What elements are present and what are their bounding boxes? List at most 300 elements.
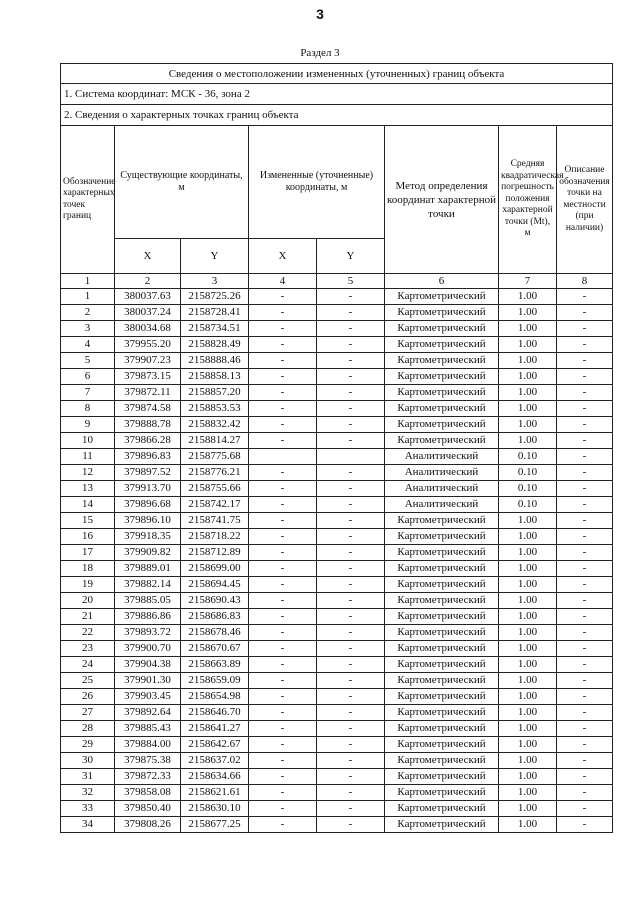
method-cell: Картометрический bbox=[385, 801, 499, 817]
error-cell: 1.00 bbox=[499, 785, 557, 801]
changed-y-cell: - bbox=[317, 417, 385, 433]
existing-x-cell: 379858.08 bbox=[115, 785, 181, 801]
changed-x-cell: - bbox=[249, 817, 317, 833]
existing-x-cell: 379904.38 bbox=[115, 657, 181, 673]
changed-x-cell: - bbox=[249, 497, 317, 513]
column-number: 8 bbox=[557, 274, 613, 289]
changed-x-cell: - bbox=[249, 529, 317, 545]
changed-x-cell: - bbox=[249, 513, 317, 529]
existing-y-cell: 2158630.10 bbox=[181, 801, 249, 817]
changed-x-cell: - bbox=[249, 401, 317, 417]
method-cell: Картометрический bbox=[385, 321, 499, 337]
error-cell: 1.00 bbox=[499, 529, 557, 545]
method-cell: Картометрический bbox=[385, 657, 499, 673]
description-cell: - bbox=[557, 289, 613, 305]
description-cell: - bbox=[557, 513, 613, 529]
existing-y-cell: 2158690.43 bbox=[181, 593, 249, 609]
method-cell: Картометрический bbox=[385, 305, 499, 321]
table-row bbox=[61, 369, 613, 385]
header-existing-coordinates: Существующие координаты, м bbox=[115, 126, 249, 239]
column-number: 4 bbox=[249, 274, 317, 289]
existing-y-cell: 2158621.61 bbox=[181, 785, 249, 801]
existing-y-cell: 2158814.27 bbox=[181, 433, 249, 449]
method-cell: Картометрический bbox=[385, 641, 499, 657]
existing-x-cell: 379808.26 bbox=[115, 817, 181, 833]
method-cell: Картометрический bbox=[385, 417, 499, 433]
table-row bbox=[61, 353, 613, 369]
changed-x-cell: - bbox=[249, 737, 317, 753]
changed-y-cell: - bbox=[317, 641, 385, 657]
table-row bbox=[61, 785, 613, 801]
error-cell: 1.00 bbox=[499, 513, 557, 529]
error-cell: 1.00 bbox=[499, 577, 557, 593]
point-number-cell: 34 bbox=[61, 817, 115, 833]
existing-x-cell: 379913.70 bbox=[115, 481, 181, 497]
method-cell: Картометрический bbox=[385, 625, 499, 641]
method-cell: Аналитический bbox=[385, 497, 499, 513]
changed-x-cell: - bbox=[249, 657, 317, 673]
table-row bbox=[61, 401, 613, 417]
point-number-cell: 6 bbox=[61, 369, 115, 385]
method-cell: Картометрический bbox=[385, 689, 499, 705]
table-row bbox=[61, 289, 613, 305]
existing-x-cell: 379882.14 bbox=[115, 577, 181, 593]
method-cell: Картометрический bbox=[385, 401, 499, 417]
table-row bbox=[61, 465, 613, 481]
existing-x-cell: 379874.58 bbox=[115, 401, 181, 417]
table-row bbox=[61, 561, 613, 577]
changed-y-cell: - bbox=[317, 689, 385, 705]
changed-y-cell: - bbox=[317, 657, 385, 673]
table-row bbox=[61, 529, 613, 545]
table-row bbox=[61, 769, 613, 785]
error-cell: 1.00 bbox=[499, 817, 557, 833]
point-number-cell: 13 bbox=[61, 481, 115, 497]
point-number-cell: 5 bbox=[61, 353, 115, 369]
existing-y-cell: 2158832.42 bbox=[181, 417, 249, 433]
changed-x-cell: - bbox=[249, 625, 317, 641]
table-row bbox=[61, 817, 613, 833]
changed-x-cell: - bbox=[249, 481, 317, 497]
column-number: 5 bbox=[317, 274, 385, 289]
description-cell: - bbox=[557, 705, 613, 721]
existing-x-cell: 379884.00 bbox=[115, 737, 181, 753]
error-cell: 1.00 bbox=[499, 385, 557, 401]
point-number-cell: 24 bbox=[61, 657, 115, 673]
existing-y-cell: 2158728.41 bbox=[181, 305, 249, 321]
changed-y-cell: - bbox=[317, 289, 385, 305]
existing-x-cell: 379896.83 bbox=[115, 449, 181, 465]
changed-y-cell: - bbox=[317, 577, 385, 593]
header-changed-x: X bbox=[249, 239, 317, 274]
description-cell: - bbox=[557, 529, 613, 545]
point-number-cell: 20 bbox=[61, 593, 115, 609]
changed-y-cell: - bbox=[317, 401, 385, 417]
point-number-cell: 3 bbox=[61, 321, 115, 337]
column-number: 3 bbox=[181, 274, 249, 289]
error-cell: 1.00 bbox=[499, 705, 557, 721]
method-cell: Картометрический bbox=[385, 513, 499, 529]
existing-y-cell: 2158725.26 bbox=[181, 289, 249, 305]
table-row bbox=[61, 673, 613, 689]
method-cell: Картометрический bbox=[385, 433, 499, 449]
changed-x-cell: - bbox=[249, 385, 317, 401]
column-number: 6 bbox=[385, 274, 499, 289]
error-cell: 1.00 bbox=[499, 737, 557, 753]
error-cell: 1.00 bbox=[499, 369, 557, 385]
changed-y-cell: - bbox=[317, 465, 385, 481]
existing-x-cell: 379850.40 bbox=[115, 801, 181, 817]
error-cell: 1.00 bbox=[499, 689, 557, 705]
error-cell: 1.00 bbox=[499, 657, 557, 673]
table-row bbox=[61, 609, 613, 625]
error-cell: 1.00 bbox=[499, 801, 557, 817]
point-number-cell: 22 bbox=[61, 625, 115, 641]
description-cell: - bbox=[557, 385, 613, 401]
changed-y-cell: - bbox=[317, 497, 385, 513]
changed-y-cell: - bbox=[317, 801, 385, 817]
method-cell: Картометрический bbox=[385, 353, 499, 369]
table-row bbox=[61, 449, 613, 465]
point-number-cell: 15 bbox=[61, 513, 115, 529]
existing-x-cell: 379888.78 bbox=[115, 417, 181, 433]
points-heading: 2. Сведения о характерных точках границ объекта bbox=[61, 105, 613, 126]
changed-x-cell: - bbox=[249, 465, 317, 481]
table-row bbox=[61, 545, 613, 561]
table-row bbox=[61, 801, 613, 817]
method-cell: Картометрический bbox=[385, 609, 499, 625]
method-cell: Картометрический bbox=[385, 289, 499, 305]
existing-y-cell: 2158755.66 bbox=[181, 481, 249, 497]
changed-y-cell: - bbox=[317, 337, 385, 353]
point-number-cell: 4 bbox=[61, 337, 115, 353]
description-cell: - bbox=[557, 769, 613, 785]
error-cell: 0.10 bbox=[499, 481, 557, 497]
existing-x-cell: 379873.15 bbox=[115, 369, 181, 385]
existing-y-cell: 2158670.67 bbox=[181, 641, 249, 657]
point-number-cell: 18 bbox=[61, 561, 115, 577]
changed-x-cell: - bbox=[249, 785, 317, 801]
description-cell: - bbox=[557, 657, 613, 673]
table-row bbox=[61, 657, 613, 673]
description-cell: - bbox=[557, 545, 613, 561]
method-cell: Картометрический bbox=[385, 769, 499, 785]
changed-x-cell: - bbox=[249, 593, 317, 609]
changed-y-cell: - bbox=[317, 529, 385, 545]
point-number-cell: 1 bbox=[61, 289, 115, 305]
point-number-cell: 33 bbox=[61, 801, 115, 817]
table-row bbox=[61, 337, 613, 353]
description-cell: - bbox=[557, 369, 613, 385]
changed-x-cell: - bbox=[249, 433, 317, 449]
point-number-cell: 23 bbox=[61, 641, 115, 657]
description-cell: - bbox=[557, 785, 613, 801]
description-cell: - bbox=[557, 305, 613, 321]
changed-y-cell: - bbox=[317, 737, 385, 753]
changed-x-cell: - bbox=[249, 321, 317, 337]
point-number-cell: 7 bbox=[61, 385, 115, 401]
changed-x-cell: - bbox=[249, 561, 317, 577]
existing-x-cell: 379885.05 bbox=[115, 593, 181, 609]
changed-y-cell: - bbox=[317, 481, 385, 497]
existing-x-cell: 379872.33 bbox=[115, 769, 181, 785]
method-cell: Картометрический bbox=[385, 753, 499, 769]
description-cell: - bbox=[557, 577, 613, 593]
points-table-body bbox=[61, 289, 613, 833]
column-number: 1 bbox=[61, 274, 115, 289]
point-number-cell: 11 bbox=[61, 449, 115, 465]
changed-x-cell: - bbox=[249, 369, 317, 385]
description-cell: - bbox=[557, 593, 613, 609]
method-cell: Картометрический bbox=[385, 785, 499, 801]
table-row bbox=[61, 305, 613, 321]
description-cell: - bbox=[557, 321, 613, 337]
changed-x-cell: - bbox=[249, 609, 317, 625]
method-cell: Картометрический bbox=[385, 593, 499, 609]
error-cell: 1.00 bbox=[499, 305, 557, 321]
table-row bbox=[61, 753, 613, 769]
changed-y-cell: - bbox=[317, 721, 385, 737]
point-number-cell: 30 bbox=[61, 753, 115, 769]
changed-x-cell: - bbox=[249, 705, 317, 721]
error-cell: 1.00 bbox=[499, 753, 557, 769]
point-number-cell: 27 bbox=[61, 705, 115, 721]
error-cell: 1.00 bbox=[499, 433, 557, 449]
description-cell: - bbox=[557, 689, 613, 705]
method-cell: Картометрический bbox=[385, 385, 499, 401]
point-number-cell: 17 bbox=[61, 545, 115, 561]
existing-y-cell: 2158699.00 bbox=[181, 561, 249, 577]
existing-y-cell: 2158641.27 bbox=[181, 721, 249, 737]
changed-y-cell: - bbox=[317, 369, 385, 385]
page-number: 3 bbox=[316, 6, 324, 22]
existing-x-cell: 379886.86 bbox=[115, 609, 181, 625]
existing-x-cell: 379893.72 bbox=[115, 625, 181, 641]
existing-y-cell: 2158741.75 bbox=[181, 513, 249, 529]
changed-x-cell: - bbox=[249, 673, 317, 689]
changed-x-cell: - bbox=[249, 289, 317, 305]
changed-x-cell: - bbox=[249, 641, 317, 657]
existing-x-cell: 379866.28 bbox=[115, 433, 181, 449]
table-row bbox=[61, 513, 613, 529]
error-cell: 1.00 bbox=[499, 721, 557, 737]
method-cell: Картометрический bbox=[385, 369, 499, 385]
changed-y-cell: - bbox=[317, 593, 385, 609]
error-cell: 1.00 bbox=[499, 321, 557, 337]
existing-y-cell: 2158857.20 bbox=[181, 385, 249, 401]
table-row bbox=[61, 593, 613, 609]
existing-y-cell: 2158742.17 bbox=[181, 497, 249, 513]
header-changed-y: Y bbox=[317, 239, 385, 274]
changed-y-cell: - bbox=[317, 385, 385, 401]
error-cell: 0.10 bbox=[499, 449, 557, 465]
method-cell: Картометрический bbox=[385, 577, 499, 593]
method-cell: Картометрический bbox=[385, 529, 499, 545]
existing-x-cell: 379896.10 bbox=[115, 513, 181, 529]
description-cell: - bbox=[557, 337, 613, 353]
point-number-cell: 29 bbox=[61, 737, 115, 753]
point-number-cell: 25 bbox=[61, 673, 115, 689]
existing-x-cell: 379872.11 bbox=[115, 385, 181, 401]
changed-x-cell: - bbox=[249, 577, 317, 593]
existing-y-cell: 2158858.13 bbox=[181, 369, 249, 385]
method-cell: Картометрический bbox=[385, 737, 499, 753]
existing-y-cell: 2158637.02 bbox=[181, 753, 249, 769]
description-cell: - bbox=[557, 625, 613, 641]
error-cell: 1.00 bbox=[499, 417, 557, 433]
existing-x-cell: 379885.43 bbox=[115, 721, 181, 737]
method-cell: Картометрический bbox=[385, 545, 499, 561]
existing-y-cell: 2158694.45 bbox=[181, 577, 249, 593]
table-row bbox=[61, 321, 613, 337]
existing-y-cell: 2158642.67 bbox=[181, 737, 249, 753]
header-existing-y: Y bbox=[181, 239, 249, 274]
existing-x-cell: 380037.63 bbox=[115, 289, 181, 305]
existing-x-cell: 379909.82 bbox=[115, 545, 181, 561]
existing-x-cell: 379918.35 bbox=[115, 529, 181, 545]
point-number-cell: 8 bbox=[61, 401, 115, 417]
changed-y-cell: - bbox=[317, 785, 385, 801]
error-cell: 1.00 bbox=[499, 289, 557, 305]
header-mean-square-error: Средняя квадратическая погрешность положения характерной точки (Mt), м bbox=[499, 126, 557, 274]
existing-x-cell: 379903.45 bbox=[115, 689, 181, 705]
description-cell: - bbox=[557, 561, 613, 577]
existing-y-cell: 2158828.49 bbox=[181, 337, 249, 353]
description-cell: - bbox=[557, 417, 613, 433]
table-row bbox=[61, 721, 613, 737]
column-numbers-row bbox=[61, 274, 613, 289]
boundary-points-table bbox=[60, 63, 613, 833]
changed-y-cell: - bbox=[317, 545, 385, 561]
error-cell: 0.10 bbox=[499, 497, 557, 513]
existing-x-cell: 379875.38 bbox=[115, 753, 181, 769]
changed-y-cell: - bbox=[317, 609, 385, 625]
changed-y-cell: - bbox=[317, 321, 385, 337]
changed-y-cell bbox=[317, 449, 385, 465]
table-row bbox=[61, 705, 613, 721]
error-cell: 1.00 bbox=[499, 353, 557, 369]
error-cell: 1.00 bbox=[499, 337, 557, 353]
existing-x-cell: 379896.68 bbox=[115, 497, 181, 513]
existing-x-cell: 379897.52 bbox=[115, 465, 181, 481]
changed-y-cell: - bbox=[317, 705, 385, 721]
table-row bbox=[61, 497, 613, 513]
point-number-cell: 12 bbox=[61, 465, 115, 481]
changed-x-cell: - bbox=[249, 353, 317, 369]
changed-x-cell: - bbox=[249, 417, 317, 433]
existing-x-cell: 379889.01 bbox=[115, 561, 181, 577]
description-cell: - bbox=[557, 465, 613, 481]
method-cell: Картометрический bbox=[385, 337, 499, 353]
changed-y-cell: - bbox=[317, 433, 385, 449]
point-number-cell: 14 bbox=[61, 497, 115, 513]
description-cell: - bbox=[557, 753, 613, 769]
header-existing-x: X bbox=[115, 239, 181, 274]
description-cell: - bbox=[557, 641, 613, 657]
table-title: Сведения о местоположении измененных (уточненных) границ объекта bbox=[61, 64, 613, 84]
method-cell: Картометрический bbox=[385, 705, 499, 721]
point-number-cell: 28 bbox=[61, 721, 115, 737]
description-cell: - bbox=[557, 801, 613, 817]
table-row bbox=[61, 625, 613, 641]
changed-y-cell: - bbox=[317, 561, 385, 577]
changed-x-cell: - bbox=[249, 689, 317, 705]
description-cell: - bbox=[557, 673, 613, 689]
header-method: Метод определения координат характерной точки bbox=[385, 126, 499, 274]
table-row bbox=[61, 481, 613, 497]
point-number-cell: 2 bbox=[61, 305, 115, 321]
section-label: Раздел 3 bbox=[300, 47, 340, 59]
changed-y-cell: - bbox=[317, 513, 385, 529]
existing-y-cell: 2158712.89 bbox=[181, 545, 249, 561]
table-row bbox=[61, 641, 613, 657]
changed-x-cell: - bbox=[249, 337, 317, 353]
point-number-cell: 19 bbox=[61, 577, 115, 593]
point-number-cell: 31 bbox=[61, 769, 115, 785]
changed-x-cell: - bbox=[249, 721, 317, 737]
changed-y-cell: - bbox=[317, 753, 385, 769]
error-cell: 1.00 bbox=[499, 641, 557, 657]
existing-y-cell: 2158718.22 bbox=[181, 529, 249, 545]
table-row bbox=[61, 433, 613, 449]
changed-x-cell: - bbox=[249, 753, 317, 769]
error-cell: 1.00 bbox=[499, 545, 557, 561]
existing-x-cell: 379907.23 bbox=[115, 353, 181, 369]
changed-y-cell: - bbox=[317, 305, 385, 321]
existing-x-cell: 380034.68 bbox=[115, 321, 181, 337]
existing-y-cell: 2158686.83 bbox=[181, 609, 249, 625]
error-cell: 1.00 bbox=[499, 673, 557, 689]
existing-y-cell: 2158634.66 bbox=[181, 769, 249, 785]
column-number: 2 bbox=[115, 274, 181, 289]
changed-x-cell bbox=[249, 449, 317, 465]
header-changed-coordinates: Измененные (уточненные) координаты, м bbox=[249, 126, 385, 239]
existing-y-cell: 2158646.70 bbox=[181, 705, 249, 721]
description-cell: - bbox=[557, 817, 613, 833]
point-number-cell: 9 bbox=[61, 417, 115, 433]
error-cell: 1.00 bbox=[499, 561, 557, 577]
description-cell: - bbox=[557, 353, 613, 369]
description-cell: - bbox=[557, 609, 613, 625]
existing-y-cell: 2158663.89 bbox=[181, 657, 249, 673]
table-row bbox=[61, 417, 613, 433]
description-cell: - bbox=[557, 721, 613, 737]
existing-y-cell: 2158853.53 bbox=[181, 401, 249, 417]
changed-y-cell: - bbox=[317, 353, 385, 369]
description-cell: - bbox=[557, 433, 613, 449]
error-cell: 1.00 bbox=[499, 769, 557, 785]
existing-y-cell: 2158677.25 bbox=[181, 817, 249, 833]
existing-y-cell: 2158775.68 bbox=[181, 449, 249, 465]
table-row bbox=[61, 577, 613, 593]
existing-y-cell: 2158734.51 bbox=[181, 321, 249, 337]
error-cell: 1.00 bbox=[499, 593, 557, 609]
point-number-cell: 32 bbox=[61, 785, 115, 801]
coordinate-system: 1. Система координат: МСК - 36, зона 2 bbox=[61, 84, 613, 105]
existing-y-cell: 2158678.46 bbox=[181, 625, 249, 641]
existing-y-cell: 2158888.46 bbox=[181, 353, 249, 369]
existing-y-cell: 2158776.21 bbox=[181, 465, 249, 481]
existing-x-cell: 379892.64 bbox=[115, 705, 181, 721]
description-cell: - bbox=[557, 737, 613, 753]
changed-x-cell: - bbox=[249, 801, 317, 817]
point-number-cell: 10 bbox=[61, 433, 115, 449]
existing-x-cell: 379955.20 bbox=[115, 337, 181, 353]
header-point-description: Описание обозначения точки на местности (при наличии) bbox=[557, 126, 613, 274]
method-cell: Картометрический bbox=[385, 561, 499, 577]
column-number: 7 bbox=[499, 274, 557, 289]
point-number-cell: 26 bbox=[61, 689, 115, 705]
